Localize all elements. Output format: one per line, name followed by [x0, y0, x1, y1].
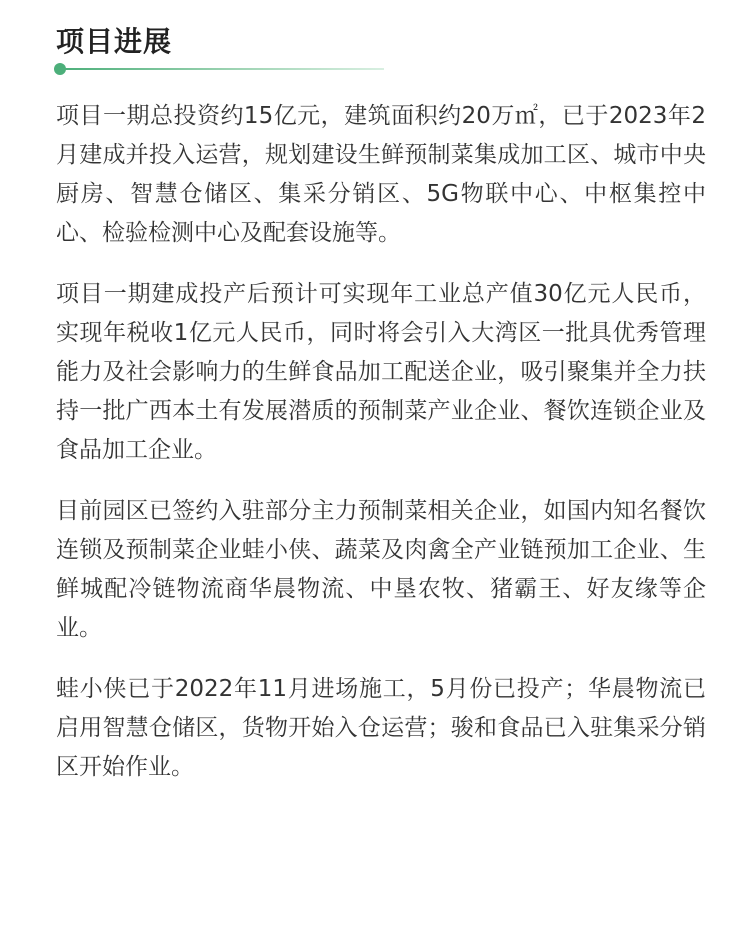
paragraph-output: 项目一期建成投产后预计可实现年工业总产值30亿元人民币，实现年税收1亿元人民币，同时将会引入大湾区一批具优秀管理能力及社会影响力的生鲜食品加工配送企业，吸引聚集并全力扶持一批广西本土有发展潜质的预制菜产业企业、餐饮连锁企业及食品加工企业。 — [56, 281, 706, 463]
title-underline — [56, 68, 384, 70]
paragraph-tenants: 目前园区已签约入驻部分主力预制菜相关企业，如国内知名餐饮连锁及预制菜企业蛙小侠、蔬菜及肉禽全产业链预加工企业、生鲜城配冷链物流商华晨物流、中垦农牧、猪霸王、好友缘等企业。 — [56, 498, 706, 641]
body-text — [56, 97, 706, 787]
project-progress-section — [56, 0, 706, 809]
section-title: 项目进展 — [56, 25, 173, 58]
paragraph-status: 蛙小侠已于2022年11月进场施工，5月份已投产；华晨物流已启用智慧仓储区，货物开始入仓运营；骏和食品已入驻集采分销区开始作业。 — [56, 676, 706, 780]
underline-line — [60, 68, 384, 70]
paragraph-investment: 项目一期总投资约15亿元，建筑面积约20万㎡，已于2023年2月建成并投入运营，规划建设生鲜预制菜集成加工区、城市中央厨房、智慧仓储区、集采分销区、5G物联中心、中枢集控中心、检验检测中心及配套设施等。 — [56, 103, 706, 246]
